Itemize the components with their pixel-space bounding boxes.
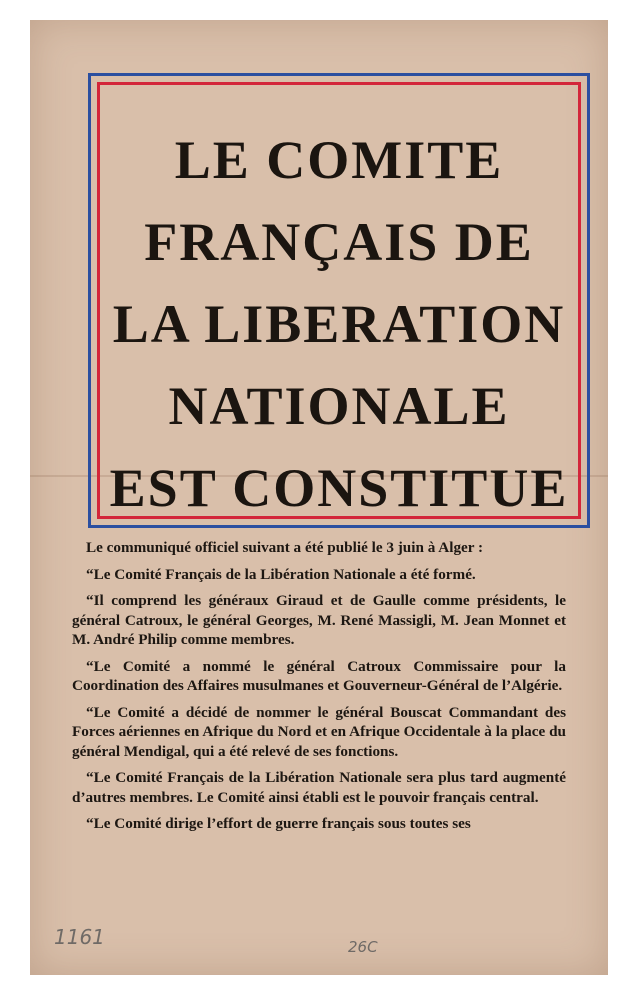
tricolor-frame <box>88 73 590 528</box>
paragraph: “Le Comité dirige l’effort de guerre français sous toutes ses <box>86 815 471 832</box>
tricolor-frame-inner <box>97 82 581 519</box>
communique-text <box>72 538 566 841</box>
leaflet-sheet <box>30 20 608 975</box>
headline-line-4: NATIONALE <box>168 376 510 436</box>
headline-line-3: LA LIBERATION <box>112 294 566 354</box>
archive-number-mark: 1161 <box>54 925 105 949</box>
paragraph-intro: Le communiqué officiel suivant a été publié le 3 juin à Alger : <box>86 539 484 556</box>
headline-line-1: LE COMITE <box>174 130 504 190</box>
paragraph: “Il comprend les généraux Giraud et de Gaulle comme présidents, le général Catroux, le général Georges, M. René Massigli, M. Jean Monnet et M. André Philip comme membres. <box>72 592 566 648</box>
headline-line-2: FRANÇAIS DE <box>144 212 534 272</box>
headline-line-5: EST CONSTITUE <box>109 458 569 518</box>
archive-code-mark: 26C <box>348 938 378 956</box>
headline <box>100 119 578 529</box>
paragraph: “Le Comité Français de la Libération Nationale sera plus tard augmenté d’autres membres. Le Comité ainsi établi est le pouvoir français central. <box>72 769 566 806</box>
paragraph: “Le Comité Français de la Libération Nationale a été formé. <box>86 565 476 583</box>
paragraph: “Le Comité a décidé de nommer le général Bouscat Commandant des Forces aériennes en Afrique du Nord et en Afrique Occidentale à la place du général Mendigal, qui a été relevé de ses fonctions. <box>72 703 566 760</box>
paragraph: “Le Comité a nommé le général Catroux Commissaire pour la Coordination des Affaires musulmanes et Gouverneur-Général de l’Algérie. <box>72 657 566 694</box>
